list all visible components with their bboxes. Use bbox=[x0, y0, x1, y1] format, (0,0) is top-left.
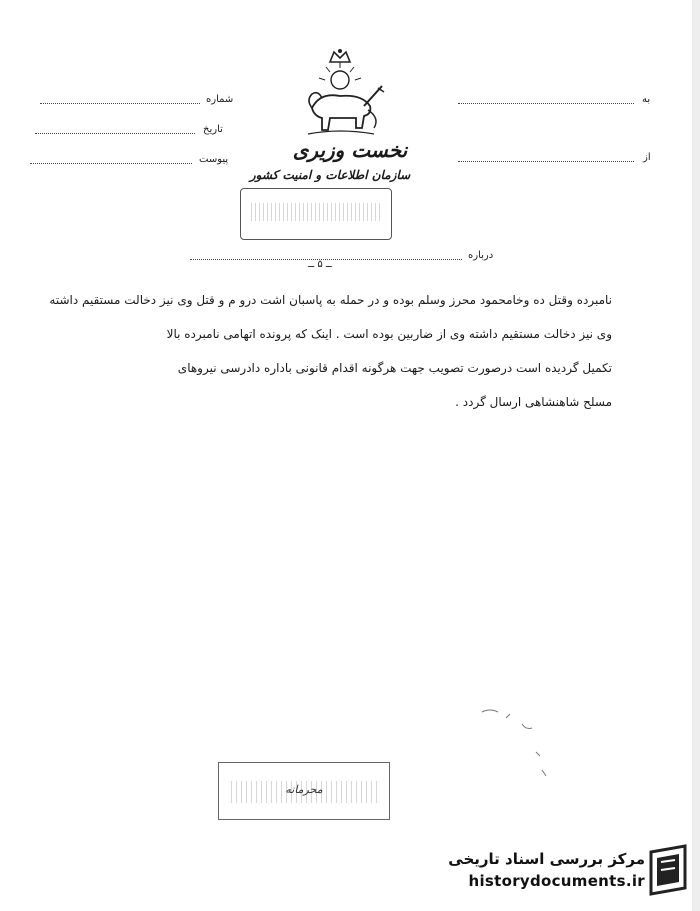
body-line: تکمیل گردیده است درصورت تصویب جهت هرگونه اقدام قانونی باداره دادرسی نیروهای bbox=[177, 361, 612, 375]
watermark-url: historydocuments.ir bbox=[468, 872, 645, 890]
confidential-stamp bbox=[218, 762, 390, 820]
watermark-title: مرکز بررسی اسناد تاریخی bbox=[448, 850, 645, 868]
body-line: وی نیز دخالت مستقیم داشته وی از ضاربین بوده است . اینک که پرونده اتهامی نامبرده بالا bbox=[166, 327, 612, 341]
from-line bbox=[458, 161, 634, 162]
body-line: نامبرده وقتل ده وخامحمود محرز وسلم بوده و در حمله به پاسبان اشت درو م و قتل وی نیز دخالت مستقیم داشته bbox=[49, 293, 612, 307]
stamp-texture bbox=[251, 203, 381, 221]
number-label: شماره bbox=[206, 94, 234, 105]
signature-marks bbox=[476, 700, 556, 780]
from-label: از bbox=[643, 152, 651, 163]
to-line bbox=[458, 103, 634, 104]
archive-watermark bbox=[415, 848, 645, 896]
number-line bbox=[40, 103, 200, 104]
attachment-line bbox=[30, 163, 192, 164]
subject-label: درباره bbox=[468, 250, 494, 261]
archive-logo-icon bbox=[645, 842, 693, 898]
letterhead-title: نخست وزیری bbox=[292, 138, 408, 162]
to-label: به bbox=[642, 94, 651, 105]
date-label: تاریخ bbox=[203, 124, 223, 135]
date-line bbox=[35, 133, 195, 134]
lion-and-sun-emblem bbox=[290, 48, 390, 138]
subject-separator: ــ ۵ ــ bbox=[308, 259, 332, 270]
letter-body bbox=[40, 283, 612, 419]
attachment-label: پیوست bbox=[199, 154, 229, 165]
letterhead-subtitle: سازمان اطلاعات و امنیت کشور bbox=[249, 168, 411, 182]
stamp-text: محرمانه bbox=[285, 783, 323, 796]
scan-edge bbox=[692, 0, 700, 911]
registration-stamp bbox=[240, 188, 392, 240]
body-line: مسلح شاهنشاهی ارسال گردد . bbox=[455, 395, 612, 409]
